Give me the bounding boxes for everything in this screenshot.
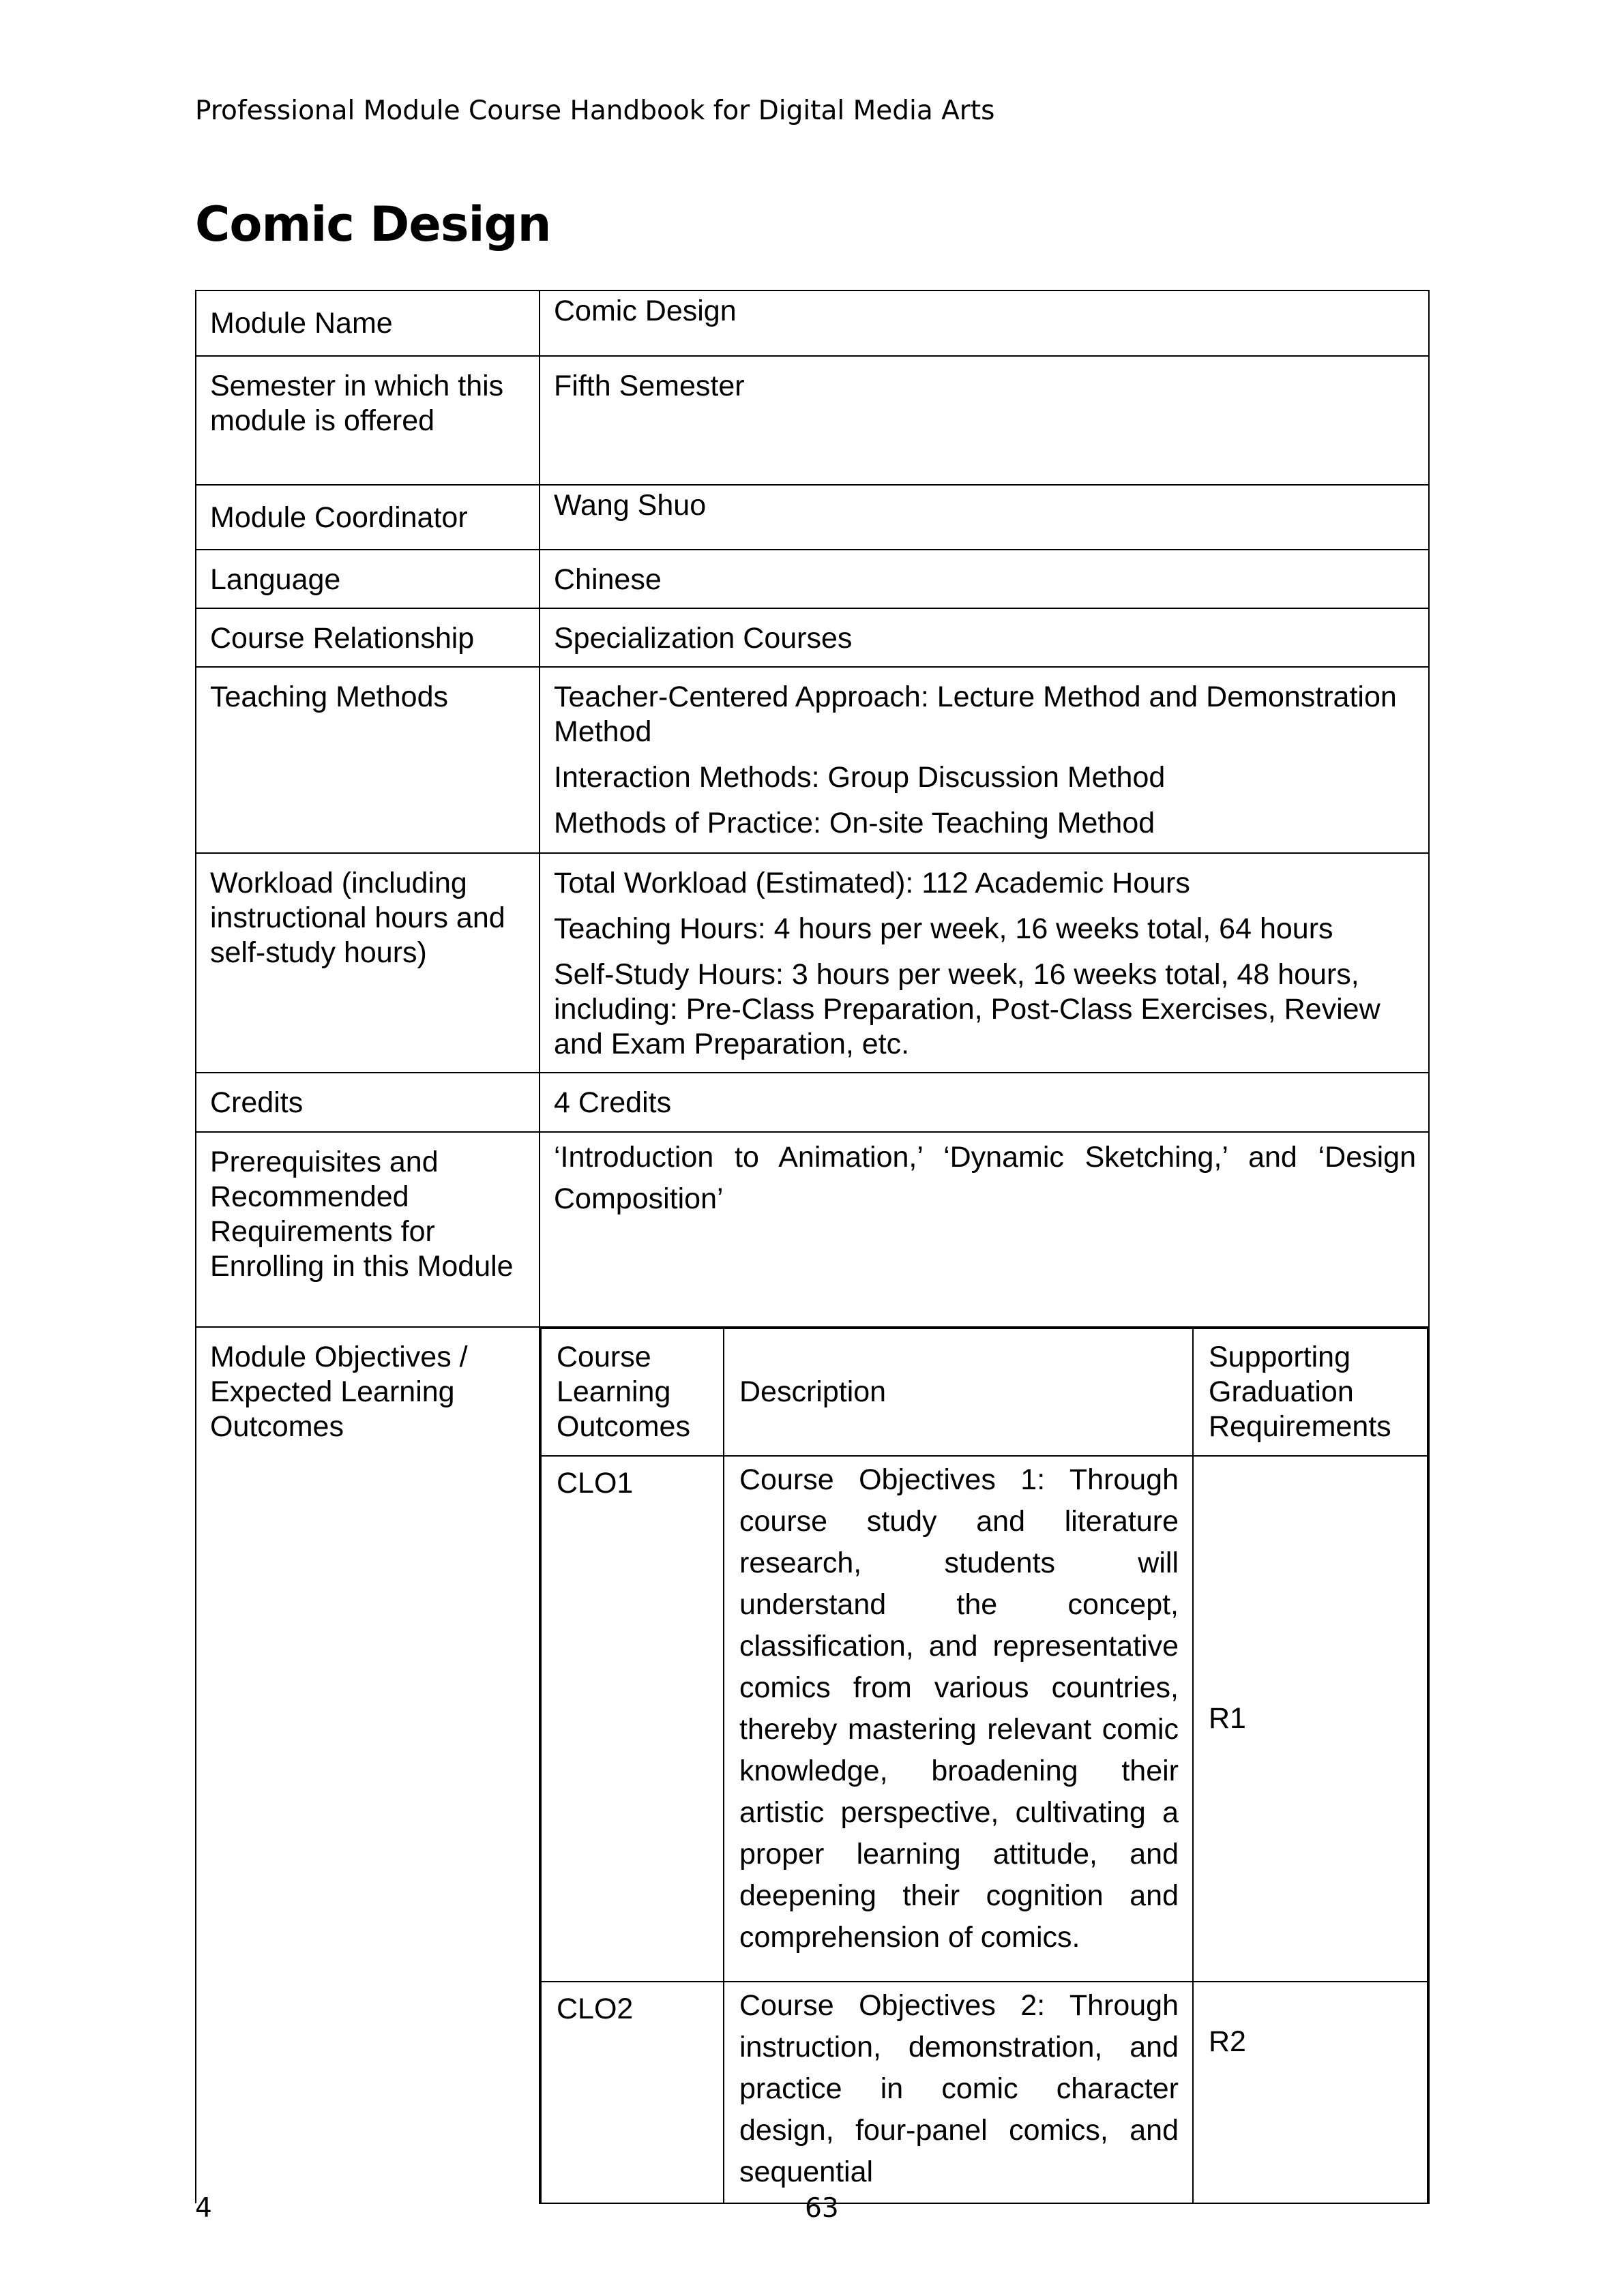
row-credits [196, 1073, 1429, 1132]
semester-label [196, 356, 540, 485]
workload-label [196, 853, 540, 1073]
teaching-methods-label-text: Teaching Methods [210, 681, 448, 713]
outcome-description: Course Objectives 2: Through instruction, demonstration, and practice in comic character design, four-panel comics, and sequential [724, 1982, 1193, 2203]
header-description: Description [724, 1328, 1193, 1456]
prerequisites-line-2: Composition’ [554, 1182, 724, 1215]
workload-label-text: Workload (including instructional hours and self-study hours) [210, 867, 505, 969]
credits-value [540, 1073, 1429, 1132]
relationship-value [540, 608, 1429, 667]
row-prerequisites [196, 1132, 1429, 1327]
coordinator-label-text: Module Coordinator [210, 501, 468, 534]
running-header: Professional Module Course Handbook for Digital Media Arts [195, 95, 995, 126]
row-objectives [196, 1327, 1429, 2203]
prerequisites-line-1: ‘Introduction to Animation,’ ‘Dynamic Sketching,’ and ‘Design [554, 1141, 1416, 1174]
header-outcomes: Course Learning Outcomes [541, 1328, 724, 1456]
objectives-label-text: Module Objectives / Expected Learning Outcomes [210, 1341, 468, 1443]
row-course-relationship [196, 608, 1429, 667]
coordinator-value [540, 485, 1429, 550]
teaching-method-line: Methods of Practice: On-site Teaching Method [554, 807, 1155, 839]
objectives-label [196, 1327, 540, 2203]
language-value [540, 550, 1429, 608]
row-coordinator [196, 485, 1429, 550]
workload-line: Teaching Hours: 4 hours per week, 16 weeks total, 64 hours [554, 912, 1333, 945]
workload-line: Total Workload (Estimated): 112 Academic Hours [554, 867, 1190, 899]
semester-value [540, 356, 1429, 485]
outcome-requirement: R1 [1193, 1456, 1428, 1982]
teaching-methods-label [196, 667, 540, 853]
language-label [196, 550, 540, 608]
row-semester [196, 356, 1429, 485]
learning-outcomes-table [540, 1328, 1428, 2203]
footer-left: 4 [195, 2193, 212, 2224]
outcome-requirement: R2 [1193, 1982, 1428, 2203]
semester-value-text: Fifth Semester [554, 370, 745, 402]
row-teaching-methods [196, 667, 1429, 853]
workload-line: Self-Study Hours: 3 hours per week, 16 weeks total, 48 hours, including: Pre-Class Preparation, Post-Class Exercises, Review and Exam Preparation, etc. [554, 958, 1381, 1060]
module-name-label-text: Module Name [210, 307, 393, 340]
relationship-label-text: Course Relationship [210, 622, 475, 655]
module-table [195, 290, 1430, 2204]
coordinator-label [196, 485, 540, 550]
language-label-text: Language [210, 563, 341, 596]
prerequisites-label-text: Prerequisites and Recommended Requirements for Enrolling in this Module [210, 1146, 514, 1283]
teaching-methods-value [540, 667, 1429, 853]
module-name-label [196, 290, 540, 356]
row-module-name [196, 290, 1429, 356]
outcome-row [541, 1456, 1428, 1982]
teaching-method-line: Teacher-Centered Approach: Lecture Method and Demonstration Method [554, 681, 1397, 748]
semester-label-text: Semester in which this module is offered [210, 370, 504, 437]
row-language [196, 550, 1429, 608]
prerequisites-value [540, 1132, 1429, 1327]
page-number: 63 [805, 2193, 839, 2224]
objectives-cell [540, 1327, 1429, 2203]
relationship-label [196, 608, 540, 667]
teaching-method-line: Interaction Methods: Group Discussion Method [554, 761, 1166, 794]
relationship-value-text: Specialization Courses [554, 622, 853, 655]
workload-value [540, 853, 1429, 1073]
outcomes-header-row [541, 1328, 1428, 1456]
outcome-row [541, 1982, 1428, 2203]
credits-value-text: 4 Credits [554, 1086, 672, 1119]
outcome-code: CLO2 [541, 1982, 724, 2203]
header-requirements: Supporting Graduation Requirements [1193, 1328, 1428, 1456]
credits-label-text: Credits [210, 1086, 304, 1119]
outcome-code: CLO1 [541, 1456, 724, 1982]
row-workload [196, 853, 1429, 1073]
outcome-description: Course Objectives 1: Through course study and literature research, students will understand the concept, classification, and representative comics from various countries, thereby mastering relevant comic knowledge, broadening their artistic perspective, cultivating a proper learning attitude, and deepening their cognition and comprehension of comics. [724, 1456, 1193, 1982]
credits-label [196, 1073, 540, 1132]
module-name-value-text: Comic Design [554, 295, 737, 327]
module-name-value [540, 290, 1429, 356]
prerequisites-label [196, 1132, 540, 1327]
page-title: Comic Design [195, 196, 551, 252]
coordinator-value-text: Wang Shuo [554, 489, 707, 522]
language-value-text: Chinese [554, 563, 662, 596]
